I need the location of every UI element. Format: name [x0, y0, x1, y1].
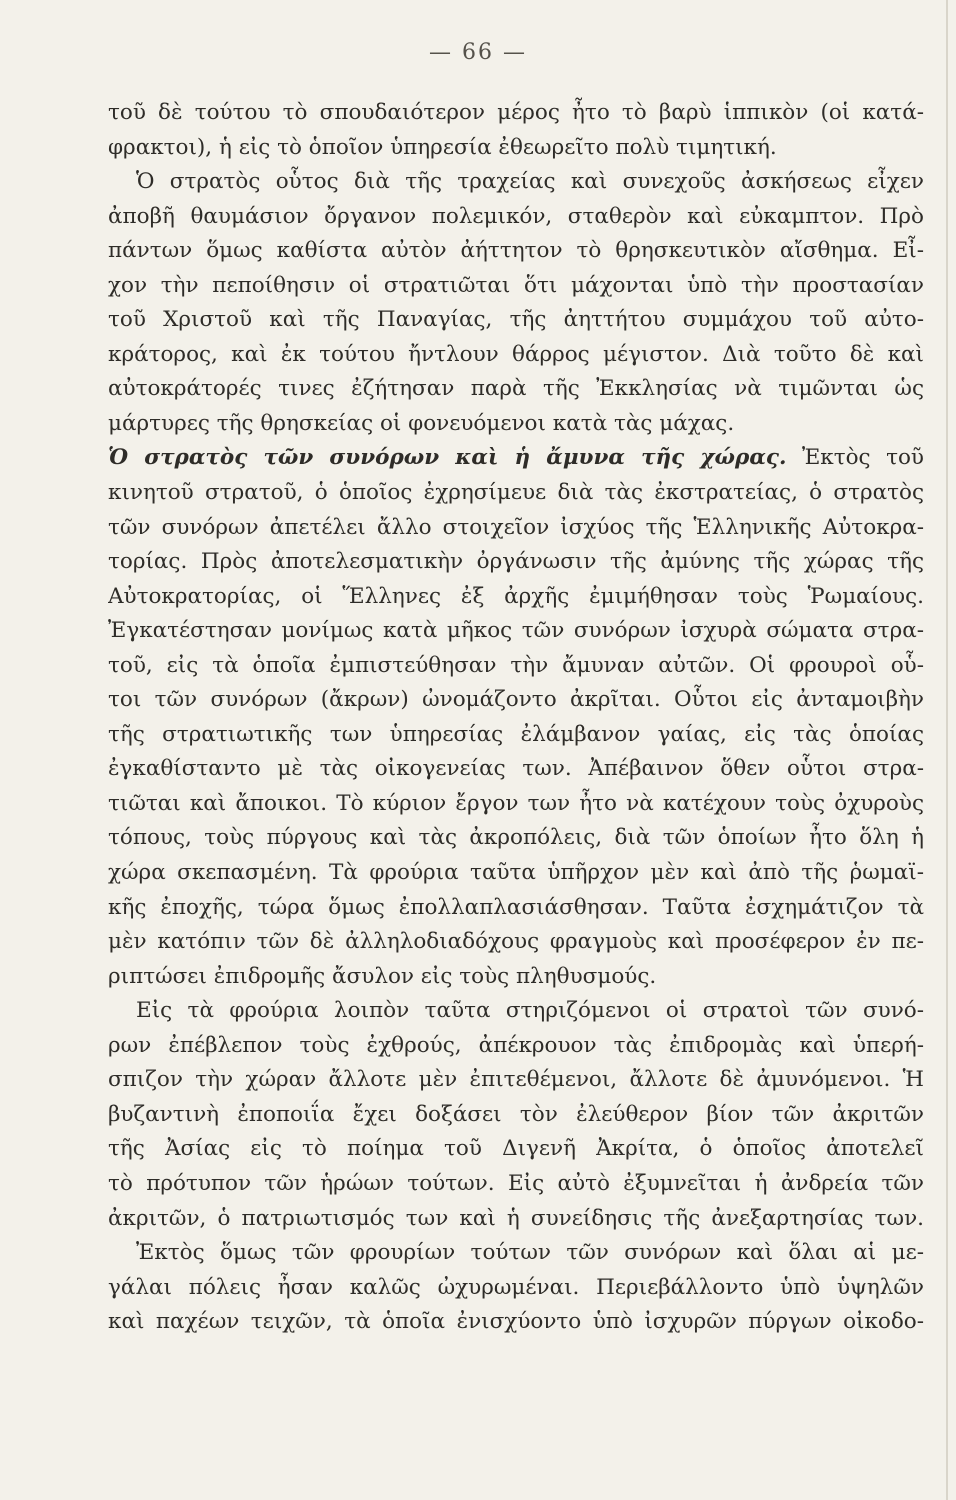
text-line	[108, 787, 924, 822]
text-line	[108, 580, 924, 615]
text-line	[108, 372, 924, 407]
text-line	[108, 1236, 924, 1271]
text-line	[108, 1271, 924, 1306]
line-text: φρακτοι), ἡ εἰς τὸ ὁποῖον ὑπηρεσία ἐθεωρεῖτο πολὺ τιμητική.	[108, 134, 777, 160]
text-line	[108, 649, 924, 684]
text-line	[108, 1132, 924, 1167]
text-line	[108, 234, 924, 269]
line-text: Ἐκτὸς ὅμως τῶν φρουρίων τούτων τῶν συνόρων καὶ ὅλαι αἱ με-	[136, 1240, 924, 1266]
line-text: τιῶται καὶ ἄποικοι. Τὸ κύριον ἔργον των ἦτο νὰ κατέχουν τοὺς ὀχυροὺς	[108, 790, 924, 816]
text-line	[108, 441, 924, 476]
text-line	[108, 1305, 924, 1340]
text-line	[108, 476, 924, 511]
text-line	[108, 925, 924, 960]
text-line	[108, 683, 924, 718]
page-number: — 66 —	[429, 40, 527, 65]
line-text: τῆς στρατιωτικῆς των ὑπηρεσίας ἐλάμβανον γαίας, εἰς τὰς ὁποίας	[108, 721, 924, 747]
line-text: αὐτοκράτορές τινες ἐζήτησαν παρὰ τῆς Ἐκκλησίας νὰ τιμῶνται ὡς	[108, 376, 924, 402]
line-text: μὲν κατόπιν τῶν δὲ ἀλληλοδιαδόχους φραγμοὺς καὶ προσέφερον ἐν πε-	[108, 929, 924, 955]
line-text: πάντων ὅμως καθίστα αὐτὸν ἀήττητον τὸ θρησκευτικὸν αἴσθημα. Εἶ-	[108, 238, 924, 264]
section-heading: Ὁ στρατὸς τῶν συνόρων καὶ ἡ ἄμυνα τῆς χώρας.	[108, 445, 787, 471]
line-text: τοῦ Χριστοῦ καὶ τῆς Παναγίας, τῆς ἀηττήτου συμμάχου τοῦ αὐτο-	[108, 307, 924, 333]
line-text: τοῦ, εἰς τὰ ὁποῖα ἐμπιστεύθησαν τὴν ἄμυναν αὐτῶν. Οἱ φρουροὶ οὗ-	[108, 652, 924, 678]
line-text: κῆς ἐποχῆς, τώρα ὅμως ἐπολλαπλασιάσθησαν. Ταῦτα ἐσχημάτιζον τὰ	[108, 894, 924, 920]
line-text: κινητοῦ στρατοῦ, ὁ ὁποῖος ἐχρησίμευε διὰ τὰς ἐκστρατείας, ὁ στρατὸς	[108, 480, 924, 506]
line-text: ἐγκαθίσταντο μὲ τὰς οἰκογενείας των. Ἀπέβαινον ὅθεν οὗτοι στρα-	[108, 756, 924, 782]
line-text: ρων ἐπέβλεπον τοὺς ἐχθρούς, ἀπέκρουον τὰς ἐπιδρομὰς καὶ ὑπερή-	[108, 1032, 924, 1058]
line-text: τοῦ δὲ τούτου τὸ σπουδαιότερον μέρος ἦτο τὸ βαρὺ ἱππικὸν (οἱ κατά-	[108, 100, 924, 125]
line-text: Ἐγκατέστησαν μονίμως κατὰ μῆκος τῶν συνόρων ἰσχυρὰ σώματα στρα-	[108, 618, 924, 644]
text-line	[108, 891, 924, 926]
text-line	[108, 960, 924, 995]
line-text: ἀκριτῶν, ὁ πατριωτισμός των καὶ ἡ συνείδησις τῆς ἀνεξαρτησίας των.	[108, 1205, 924, 1231]
text-line	[108, 545, 924, 580]
line-text: καὶ παχέων τειχῶν, τὰ ὁποῖα ἐνισχύοντο ὑπὸ ἰσχυρῶν πύργων οἰκοδο-	[108, 1309, 924, 1335]
text-line	[108, 752, 924, 787]
text-line	[108, 1029, 924, 1064]
line-text: τορίας. Πρὸς ἀποτελεσματικὴν ὀργάνωσιν τῆς ἀμύνης τῆς χώρας τῆς	[108, 549, 924, 575]
line-text: τῶν συνόρων ἀπετέλει ἄλλο στοιχεῖον ἰσχύος τῆς Ἑλληνικῆς Αὐτοκρα-	[108, 514, 924, 540]
line-text: Αὐτοκρατορίας, οἱ Ἕλληνες ἐξ ἀρχῆς ἐμιμήθησαν τοὺς Ῥωμαίους.	[108, 583, 924, 609]
text-line	[108, 614, 924, 649]
line-text: τόπους, τοὺς πύργους καὶ τὰς ἀκροπόλεις, διὰ τῶν ὁποίων ἦτο ὅλη ἡ	[108, 825, 924, 851]
line-text: ἀποβῆ θαυμάσιον ὄργανον πολεμικόν, σταθερὸν καὶ εὐκαμπτον. Πρὸ	[108, 203, 924, 229]
line-text: τῆς Ἀσίας εἰς τὸ ποίημα τοῦ Διγενῆ Ἀκρίτα, ὁ ὁποῖος ἀποτελεῖ	[108, 1136, 924, 1162]
text-line	[108, 1167, 924, 1202]
text-line	[108, 511, 924, 546]
text-line	[108, 1063, 924, 1098]
line-text: γάλαι πόλεις ἦσαν καλῶς ὠχυρωμέναι. Περιεβάλλοντο ὑπὸ ὑψηλῶν	[108, 1274, 924, 1300]
text-line	[108, 131, 924, 166]
text-line	[108, 994, 924, 1029]
text-line	[108, 718, 924, 753]
line-text: τὸ πρότυπον τῶν ἡρώων τούτων. Εἰς αὐτὸ ἐξυμνεῖται ἡ ἀνδρεία τῶν	[108, 1170, 924, 1196]
line-text: Εἰς τὰ φρούρια λοιπὸν ταῦτα στηριζόμενοι οἱ στρατοὶ τῶν συνό-	[136, 998, 924, 1024]
line-text: μάρτυρες τῆς θρησκείας οἱ φονευόμενοι κατὰ τὰς μάχας.	[108, 410, 735, 436]
page-edge	[946, 0, 948, 1500]
text-line	[108, 338, 924, 373]
line-text: χώρα σκεπασμένη. Τὰ φρούρια ταῦτα ὑπῆρχον μὲν καὶ ἀπὸ τῆς ῥωμαϊ-	[108, 860, 924, 886]
line-text: βυζαντινὴ ἐποποιΐα ἔχει δοξάσει τὸν ἐλεύθερον βίον τῶν ἀκριτῶν	[108, 1101, 924, 1127]
text-line	[108, 96, 924, 131]
text-line	[108, 407, 924, 442]
text-line	[108, 1098, 924, 1133]
text-line	[108, 821, 924, 856]
line-text: σπιζον τὴν χώραν ἄλλοτε μὲν ἐπιτεθέμενοι, ἄλλοτε δὲ ἀμυνόμενοι. Ἡ	[108, 1067, 924, 1093]
text-line	[108, 200, 924, 235]
line-text: ριπτώσει ἐπιδρομῆς ἄσυλον εἰς τοὺς πληθυσμούς.	[108, 963, 657, 989]
text-line	[108, 856, 924, 891]
line-text: Ἐκτὸς τοῦ	[786, 445, 924, 471]
text-line	[108, 269, 924, 304]
text-line	[108, 303, 924, 338]
body-text	[108, 96, 924, 1340]
line-text: χον τὴν πεποίθησιν οἱ στρατιῶται ὅτι μάχονται ὑπὸ τὴν προστασίαν	[108, 272, 924, 298]
line-text: τοι τῶν συνόρων (ἄκρων) ὠνομάζοντο ἀκρῖται. Οὗτοι εἰς ἀνταμοιβὴν	[108, 687, 924, 713]
text-line	[108, 1202, 924, 1237]
line-text: κράτορος, καὶ ἐκ τούτου ἤντλουν θάρρος μέγιστον. Διὰ τοῦτο δὲ καὶ	[108, 341, 924, 367]
line-text: Ὁ στρατὸς οὗτος διὰ τῆς τραχείας καὶ συνεχοῦς ἀσκήσεως εἶχεν	[136, 169, 924, 195]
text-line	[108, 165, 924, 200]
